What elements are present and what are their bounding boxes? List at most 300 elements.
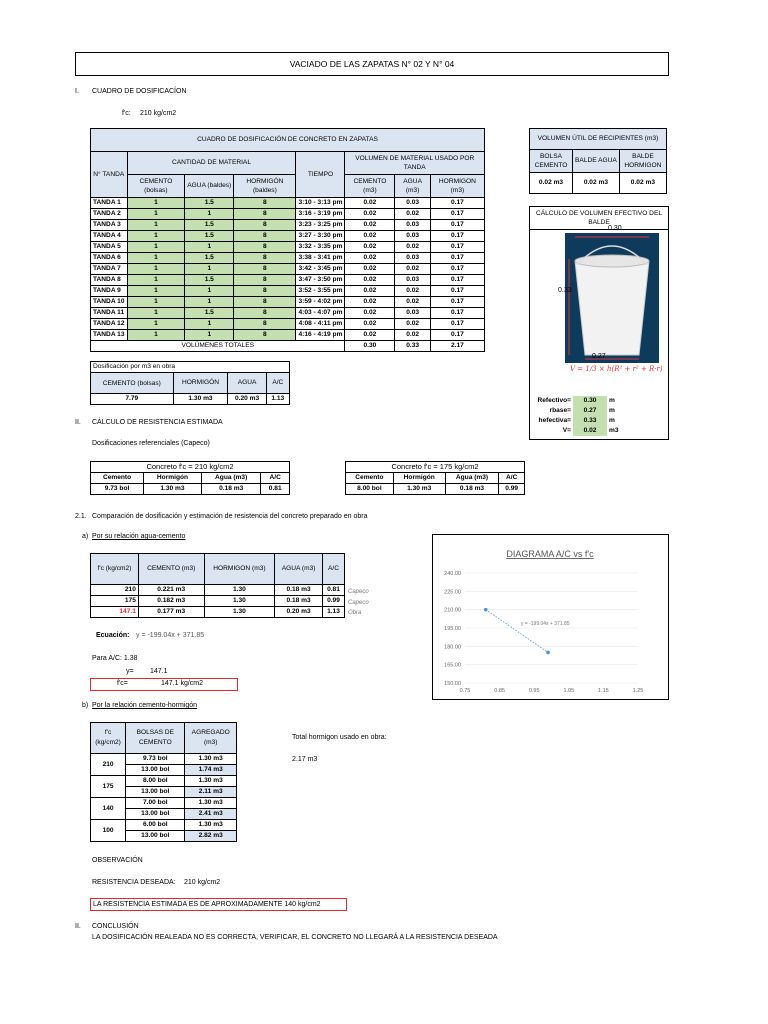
- col-header: A/C: [261, 473, 290, 484]
- table-row: [91, 264, 485, 275]
- cell: 1.13: [266, 394, 289, 405]
- balde-unit: m3: [609, 427, 619, 434]
- vcemento-cell: 0.02: [345, 264, 395, 275]
- section-heading: Comparación de dosificación y estimación de resistencia del concreto preparado en obra: [92, 513, 368, 520]
- section-heading: CUADRO DE DOSIFICACÍON: [92, 88, 187, 95]
- col-header: HORMIGON (m3): [204, 554, 275, 585]
- agua-cell: 1.5: [185, 275, 234, 286]
- y-value: 147.1: [150, 668, 168, 675]
- vcemento-cell: 0.02: [345, 275, 395, 286]
- cell: 8.00 bol: [346, 484, 394, 495]
- cell: 0.02 m3: [530, 173, 573, 194]
- vhormigon-cell: 0.17: [430, 275, 484, 286]
- note: Capeco: [348, 599, 369, 606]
- cell: 0.99: [499, 484, 525, 495]
- hormigon-cell: 8: [234, 286, 296, 297]
- section-heading: CONCLUSIÓN: [92, 923, 139, 930]
- table-row: [91, 596, 345, 607]
- fc-result-box: [90, 678, 238, 691]
- total-hormigon: 2.17: [430, 341, 484, 352]
- col-header: AGUA: [228, 373, 266, 394]
- total-cemento: 0.30: [345, 341, 395, 352]
- agua-cell: 1.5: [185, 231, 234, 242]
- vagua-cell: 0.02: [395, 242, 430, 253]
- vcemento-cell: 0.02: [345, 330, 395, 341]
- bolsas-cell: 9.73 bol: [126, 754, 185, 765]
- col-header: BALDE HORMIGON: [619, 150, 666, 173]
- dosificacion-obra-table: [90, 361, 290, 405]
- vagua-cell: 0.03: [395, 253, 430, 264]
- tanda-cell: TANDA 7: [91, 264, 128, 275]
- tanda-cell: TANDA 1: [91, 198, 128, 209]
- vagua-cell: 0.02: [395, 319, 430, 330]
- col-header: HORMIGÓN: [173, 373, 228, 394]
- cemento-cell: 1: [127, 297, 185, 308]
- x-tick-label: 1.05: [563, 688, 575, 694]
- agua-cell: 1: [185, 319, 234, 330]
- balde-values: [529, 396, 641, 436]
- balde-value: 0.27: [573, 406, 607, 416]
- col-header: BOLSA CEMENTO: [530, 150, 573, 173]
- col-header: A/C: [322, 554, 344, 585]
- agua-cell: 1.5: [185, 220, 234, 231]
- vagua-cell: 0.02: [395, 209, 430, 220]
- cell: 1.30 m3: [173, 394, 228, 405]
- chart-svg: [433, 535, 668, 699]
- vhormigon-cell: 0.17: [430, 209, 484, 220]
- tiempo-cell: 3:23 - 3:25 pm: [296, 220, 345, 231]
- balde-value: 0.30: [573, 396, 607, 406]
- side-dimension: 0.33: [558, 287, 572, 294]
- col-header: Cemento: [346, 473, 394, 484]
- balde-label: rbase=: [549, 407, 571, 414]
- tanda-cell: TANDA 12: [91, 319, 128, 330]
- table-row: [91, 209, 485, 220]
- col-header: f'c (kg/cm2): [91, 723, 126, 754]
- col-header: AGUA (baldes): [185, 175, 234, 198]
- table-row: [91, 286, 485, 297]
- table-row: [91, 297, 485, 308]
- fc-value: 210 kg/cm2: [140, 110, 177, 117]
- table-title: VOLUMEN ÚTIL DE RECIPIENTES (m3): [530, 129, 667, 150]
- agua-cell: 0.20 m3: [275, 607, 323, 618]
- tanda-cell: TANDA 13: [91, 330, 128, 341]
- ref-210-table: [90, 461, 290, 495]
- agua-cell: 1.5: [185, 253, 234, 264]
- table-row: [91, 585, 345, 596]
- balde-title: CÁLCULO DE VOLUMEN EFECTIVO DEL BALDE: [530, 207, 668, 230]
- tanda-cell: TANDA 3: [91, 220, 128, 231]
- hormigon-cell: 1.30: [204, 607, 275, 618]
- vhormigon-cell: 0.17: [430, 319, 484, 330]
- section-number: I.: [75, 88, 79, 95]
- cell: 0.02 m3: [619, 173, 666, 194]
- ac-cell: 1.13: [322, 607, 344, 618]
- item-label: b): [82, 702, 89, 709]
- cemento-cell: 0.182 m3: [138, 596, 204, 607]
- ecuacion-label: Ecuación:: [96, 632, 130, 639]
- table-row: [91, 607, 345, 618]
- ac-notes: [348, 587, 369, 619]
- hormigon-cell: 8: [234, 220, 296, 231]
- balde-label: V=: [562, 427, 571, 434]
- tanda-cell: TANDA 8: [91, 275, 128, 286]
- tiempo-cell: 3:52 - 3:55 pm: [296, 286, 345, 297]
- balde-unit: m: [609, 407, 615, 414]
- hormigon-cell: 8: [234, 253, 296, 264]
- note: Capeco: [348, 589, 369, 595]
- tiempo-cell: 4:03 - 4:07 pm: [296, 308, 345, 319]
- balde-unit: m: [609, 397, 615, 404]
- vagua-cell: 0.02: [395, 297, 430, 308]
- resistencia-value: 210 kg/cm2: [184, 879, 221, 886]
- vcemento-cell: 0.02: [345, 198, 395, 209]
- table-row: [91, 220, 485, 231]
- col-header: CANTIDAD DE MATERIAL: [127, 152, 296, 175]
- col-header: CEMENTO (bolsas): [91, 373, 174, 394]
- tanda-cell: TANDA 10: [91, 297, 128, 308]
- tanda-cell: TANDA 5: [91, 242, 128, 253]
- y-tick-label: 225.00: [444, 589, 461, 596]
- agregado-cell: 1.74 m3: [185, 765, 237, 776]
- agregado-cell: 1.30 m3: [185, 820, 237, 831]
- tiempo-cell: 4:16 - 4:19 pm: [296, 330, 345, 341]
- vcemento-cell: 0.02: [345, 231, 395, 242]
- cemento-cell: 1: [127, 253, 185, 264]
- col-header: f'c (kg/cm2): [91, 554, 139, 585]
- total-value: 2.17 m3: [292, 756, 318, 763]
- balde-row: [529, 426, 641, 436]
- vagua-cell: 0.02: [395, 286, 430, 297]
- vcemento-cell: 0.02: [345, 319, 395, 330]
- col-header: AGUA (m3): [275, 554, 323, 585]
- cemento-cell: 1: [127, 198, 185, 209]
- y-label: y=: [126, 668, 134, 675]
- ac-cell: 0.81: [322, 585, 344, 596]
- resistencia-label: RESISTENCIA DESEADA:: [92, 879, 176, 886]
- cemento-cell: 1: [127, 330, 185, 341]
- vhormigon-cell: 0.17: [430, 253, 484, 264]
- bolsas-cell: 13.00 bol: [126, 831, 185, 842]
- bolsas-cell: 7.00 bol: [126, 798, 185, 809]
- col-header: CEMENTO (bolsas): [127, 175, 185, 198]
- x-tick-label: 1.15: [598, 688, 609, 694]
- table-title: Concreto f'c = 210 kg/cm2: [91, 462, 290, 473]
- table-row: [91, 198, 485, 209]
- col-header: TIEMPO: [296, 152, 345, 198]
- tanda-cell: TANDA 2: [91, 209, 128, 220]
- cell: 7.79: [91, 394, 174, 405]
- agua-cell: 0.18 m3: [275, 596, 323, 607]
- totals-label: VOLÚMENES TOTALES: [91, 341, 345, 352]
- vcemento-cell: 0.02: [345, 220, 395, 231]
- agregado-cell: 2.82 m3: [185, 831, 237, 842]
- chart-title: DIAGRAMA A/C vs f'c: [506, 549, 594, 559]
- hormigon-cell: 8: [234, 242, 296, 253]
- agua-cell: 1.5: [185, 198, 234, 209]
- vcemento-cell: 0.02: [345, 253, 395, 264]
- bolsas-cell: 6.00 bol: [126, 820, 185, 831]
- tiempo-cell: 3:27 - 3:30 pm: [296, 231, 345, 242]
- fc-cell: 100: [91, 820, 126, 842]
- fc-cell: 210: [91, 585, 139, 596]
- col-header: BALDE AGUA: [573, 150, 620, 173]
- tiempo-cell: 3:32 - 3:35 pm: [296, 242, 345, 253]
- x-tick-label: 1.25: [632, 688, 644, 694]
- fc-result-label: f'c=: [117, 680, 128, 687]
- vagua-cell: 0.03: [395, 198, 430, 209]
- vagua-cell: 0.03: [395, 308, 430, 319]
- cemento-cell: 1: [127, 275, 185, 286]
- y-tick-label: 165.00: [444, 662, 461, 669]
- table-row: [91, 308, 485, 319]
- note: Obra: [348, 610, 362, 616]
- vagua-cell: 0.02: [395, 264, 430, 275]
- section-heading: CÁLCULO DE RESISTENCIA ESTIMADA: [92, 419, 223, 426]
- vhormigon-cell: 0.17: [430, 286, 484, 297]
- table-row: [91, 820, 237, 831]
- dosificacion-table: [90, 128, 485, 352]
- bolsas-cell: 13.00 bol: [126, 765, 185, 776]
- col-header: CEMENTO (m3): [138, 554, 204, 585]
- ac-cell: 0.99: [322, 596, 344, 607]
- tiempo-cell: 3:38 - 3:41 pm: [296, 253, 345, 264]
- table-title: CUADRO DE DOSIFICACIÓN DE CONCRETO EN ZAPATAS: [91, 129, 485, 152]
- tanda-cell: TANDA 6: [91, 253, 128, 264]
- table-row: [91, 275, 485, 286]
- balde-label: hefectiva=: [538, 417, 571, 424]
- ecuacion-value: y = -199.04x + 371.85: [136, 632, 205, 639]
- tanda-cell: TANDA 4: [91, 231, 128, 242]
- hormigon-cell: 8: [234, 231, 296, 242]
- cemento-cell: 0.221 m3: [138, 585, 204, 596]
- vcemento-cell: 0.02: [345, 308, 395, 319]
- ref-175-table: [345, 461, 525, 495]
- table-row: [91, 776, 237, 787]
- item-label: a): [82, 533, 89, 540]
- data-point: [546, 651, 550, 655]
- data-point: [484, 608, 488, 612]
- vagua-cell: 0.02: [395, 330, 430, 341]
- vhormigon-cell: 0.17: [430, 297, 484, 308]
- cemento-cell: 1: [127, 209, 185, 220]
- para-ac: Para A/C: 1.38: [92, 655, 138, 662]
- agregado-cell: 2.11 m3: [185, 787, 237, 798]
- cell: 0.81: [261, 484, 290, 495]
- fc-result-value: 147.1 kg/cm2: [161, 680, 204, 687]
- col-header: N° TANDA: [91, 152, 128, 198]
- agregado-cell: 1.30 m3: [185, 754, 237, 765]
- section-number: 2.1.: [75, 513, 87, 520]
- formula: V = 1/3 × h(R² + r² + R·r): [570, 365, 663, 373]
- tanda-cell: TANDA 9: [91, 286, 128, 297]
- table-row: [91, 231, 485, 242]
- col-header: Hormigón: [144, 473, 202, 484]
- agua-cell: 1.5: [185, 308, 234, 319]
- balde-value: 0.33: [573, 416, 607, 426]
- hormigon-cell: 8: [234, 209, 296, 220]
- cell: 0.18 m3: [201, 484, 261, 495]
- agua-cell: 1: [185, 264, 234, 275]
- col-header: A/C: [266, 373, 289, 394]
- trendline: [486, 610, 548, 653]
- agua-cell: 1: [185, 286, 234, 297]
- col-header: BOLSAS DE CEMENTO: [126, 723, 185, 754]
- cell: 0.18 m3: [445, 484, 499, 495]
- hormigon-cell: 8: [234, 319, 296, 330]
- cemento-cell: 1: [127, 319, 185, 330]
- subheading: Dosificaciones referenciales (Capeco): [92, 440, 210, 447]
- balde-row: [529, 406, 641, 416]
- balde-label: Refectivo=: [537, 397, 571, 404]
- cemento-hormigon-table: [90, 722, 237, 842]
- recipientes-table: [529, 128, 667, 194]
- balde-unit: m: [609, 417, 615, 424]
- conclusion-text: LA DOSIFICACIÓN REALEADA NO ES CORRECTA, VERIFICAR, EL CONCRETO NO LLEGARÁ A LA RESISTENCIA DESEADA: [92, 934, 498, 941]
- y-tick-label: 210.00: [444, 607, 461, 614]
- hormigon-cell: 8: [234, 297, 296, 308]
- cemento-cell: 1: [127, 308, 185, 319]
- hormigon-cell: 8: [234, 275, 296, 286]
- y-tick-label: 195.00: [444, 626, 461, 632]
- hormigon-cell: 8: [234, 264, 296, 275]
- table-row: [91, 253, 485, 264]
- cell: 0.20 m3: [228, 394, 266, 405]
- ac-chart: [432, 534, 669, 700]
- vcemento-cell: 0.02: [345, 286, 395, 297]
- table-title: Concreto f'c = 175 kg/cm2: [346, 462, 525, 473]
- col-header: AGREGADO (m3): [185, 723, 237, 754]
- trendline-label: y = -199.04x + 371.85: [520, 621, 570, 628]
- col-header: A/C: [499, 473, 525, 484]
- table-row: [91, 242, 485, 253]
- agregado-cell: 2.41 m3: [185, 809, 237, 820]
- vagua-cell: 0.03: [395, 231, 430, 242]
- fc-cell: 147.1: [91, 607, 139, 618]
- table-row: [91, 330, 485, 341]
- col-header: Agua (m3): [201, 473, 261, 484]
- agua-cell: 0.18 m3: [275, 585, 323, 596]
- hormigon-cell: 8: [234, 198, 296, 209]
- tiempo-cell: 4:08 - 4:11 pm: [296, 319, 345, 330]
- balde-value: 0.02: [573, 426, 607, 436]
- vagua-cell: 0.03: [395, 275, 430, 286]
- bolsas-cell: 13.00 bol: [126, 787, 185, 798]
- agregado-cell: 1.30 m3: [185, 798, 237, 809]
- cemento-cell: 1: [127, 286, 185, 297]
- agregado-cell: 1.30 m3: [185, 776, 237, 787]
- hormigon-cell: 1.30: [204, 596, 275, 607]
- bucket-image: [565, 233, 659, 363]
- total-agua: 0.33: [395, 341, 430, 352]
- vcemento-cell: 0.02: [345, 297, 395, 308]
- agua-cell: 1: [185, 209, 234, 220]
- vhormigon-cell: 0.17: [430, 198, 484, 209]
- col-header: HORMIGÓN (baldes): [234, 175, 296, 198]
- cemento-cell: 1: [127, 220, 185, 231]
- tiempo-cell: 3:42 - 3:45 pm: [296, 264, 345, 275]
- vhormigon-cell: 0.17: [430, 231, 484, 242]
- vcemento-cell: 0.02: [345, 242, 395, 253]
- vcemento-cell: 0.02: [345, 209, 395, 220]
- fc-cell: 140: [91, 798, 126, 820]
- cell: 0.02 m3: [573, 173, 620, 194]
- agua-cell: 1: [185, 330, 234, 341]
- hormigon-cell: 8: [234, 308, 296, 319]
- vagua-cell: 0.03: [395, 220, 430, 231]
- bottom-dimension: 0.27: [592, 353, 606, 360]
- col-header: AGUA (m3): [395, 175, 430, 198]
- col-header: HORMIGON (m3): [430, 175, 484, 198]
- cell: 1.30 m3: [144, 484, 202, 495]
- item-heading: Por la relación cemento-hormigón: [92, 702, 198, 709]
- tiempo-cell: 3:10 - 3:13 pm: [296, 198, 345, 209]
- vhormigon-cell: 0.17: [430, 308, 484, 319]
- col-header: CEMENTO (m3): [345, 175, 395, 198]
- vhormigon-cell: 0.17: [430, 330, 484, 341]
- tiempo-cell: 3:16 - 3:19 pm: [296, 209, 345, 220]
- tiempo-cell: 3:59 - 4:02 pm: [296, 297, 345, 308]
- total-label: Total hormigon usado en obra:: [292, 734, 387, 741]
- tiempo-cell: 3:47 - 3:50 pm: [296, 275, 345, 286]
- fc-cell: 210: [91, 754, 126, 776]
- table-row: [91, 798, 237, 809]
- fc-cell: 175: [91, 596, 139, 607]
- x-tick-label: 0.95: [528, 688, 540, 694]
- bolsas-cell: 13.00 bol: [126, 809, 185, 820]
- col-header: VOLUMEN DE MATERIAL USADO POR TANDA: [345, 152, 485, 175]
- resistencia-estimada: LA RESISTENCIA ESTIMADA ES DE APROXIMADAMENTE 140 kg/cm2: [90, 898, 347, 911]
- x-tick-label: 0.85: [494, 688, 505, 694]
- section-number: II.: [75, 419, 81, 426]
- ac-table: [90, 553, 345, 618]
- col-header: Agua (m3): [445, 473, 499, 484]
- observacion-label: OBSERVACIÓN: [92, 857, 143, 864]
- section-number: II.: [75, 923, 81, 930]
- cemento-cell: 1: [127, 264, 185, 275]
- table-title: Dosificación por m3 en obra: [91, 362, 290, 373]
- table-row: [91, 319, 485, 330]
- vhormigon-cell: 0.17: [430, 220, 484, 231]
- tanda-cell: TANDA 11: [91, 308, 128, 319]
- hormigon-cell: 8: [234, 330, 296, 341]
- agua-cell: 1: [185, 297, 234, 308]
- cemento-cell: 1: [127, 242, 185, 253]
- vhormigon-cell: 0.17: [430, 264, 484, 275]
- cell: 1.30 m3: [393, 484, 445, 495]
- fc-label: f'c:: [122, 110, 131, 117]
- bucket-icon: [565, 233, 659, 363]
- agua-cell: 1: [185, 242, 234, 253]
- y-tick-label: 150.00: [444, 681, 461, 687]
- balde-row: [529, 396, 641, 406]
- table-row: [91, 754, 237, 765]
- y-tick-label: 180.00: [444, 644, 461, 651]
- page-title: VACIADO DE LAS ZAPATAS N° 02 Y N° 04: [75, 52, 669, 76]
- col-header: Hormigón: [393, 473, 445, 484]
- item-heading: Por su relación agua-cemento: [92, 533, 186, 540]
- cemento-cell: 0.177 m3: [138, 607, 204, 618]
- cemento-cell: 1: [127, 231, 185, 242]
- cell: 9.73 bol: [91, 484, 144, 495]
- y-tick-label: 240.00: [444, 571, 461, 577]
- vhormigon-cell: 0.17: [430, 242, 484, 253]
- x-tick-label: 0.75: [459, 688, 471, 694]
- col-header: Cemento: [91, 473, 144, 484]
- fc-cell: 175: [91, 776, 126, 798]
- top-dimension: 0.30: [608, 225, 622, 232]
- bolsas-cell: 8.00 bol: [126, 776, 185, 787]
